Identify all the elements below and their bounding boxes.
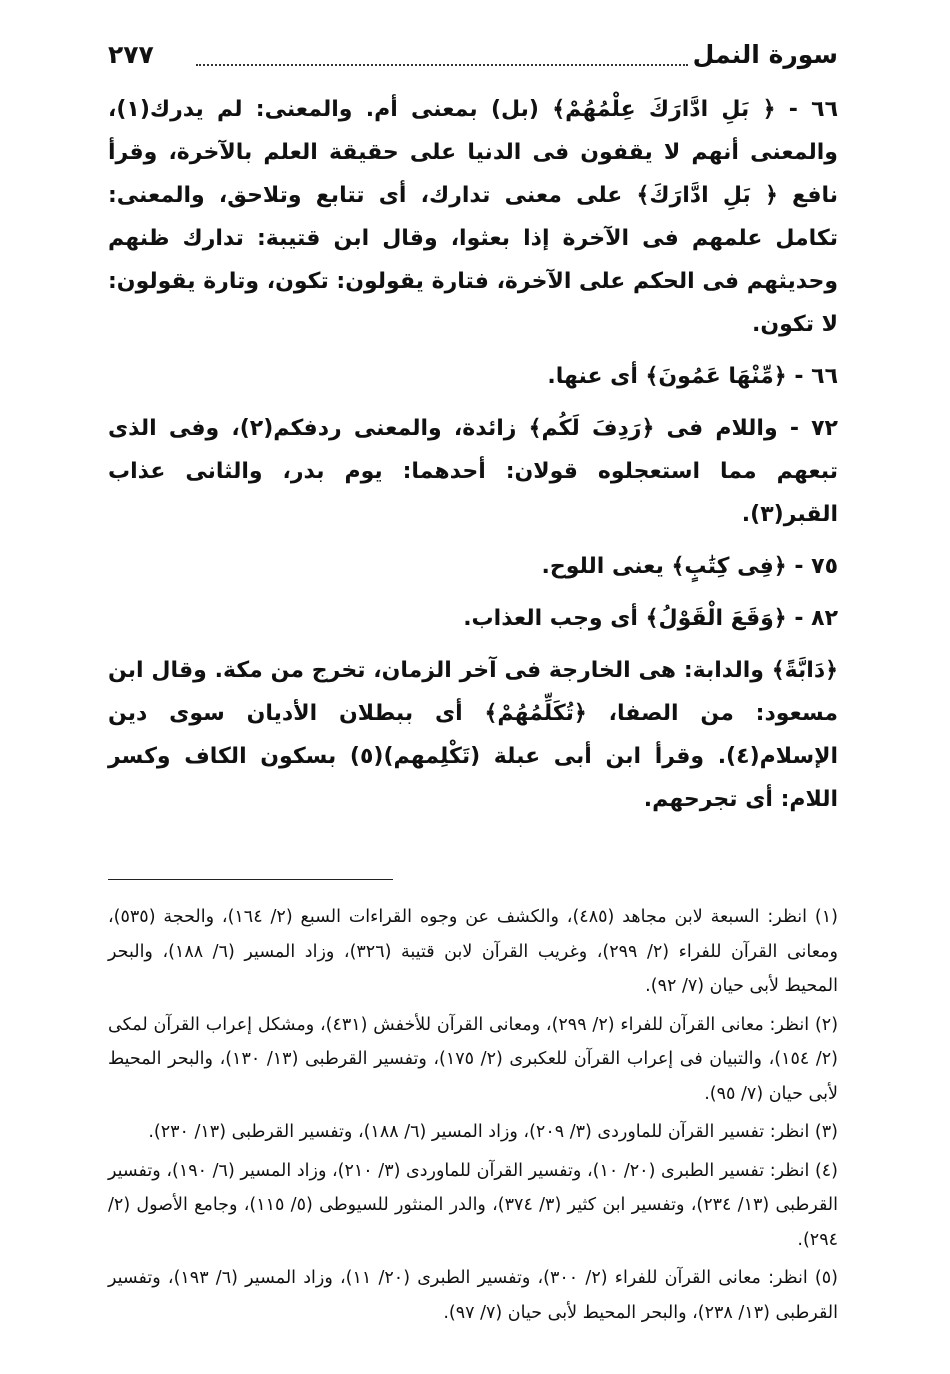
paragraph-verse-66a: ٦٦ - ﴿ بَلِ ادَّارَكَ عِلْمُهُمْ﴾ (بل) بمعنى أم. والمعنى: لم يدرك(١)، والمعنى أنهم لا يقفون فى الدنيا على حقيقة العلم بالآخرة، وقرأ نافع ﴿ بَلِ ادَّارَكَ﴾ على معنى تدارك، أى تتابع وتلاحق، والمعنى: تكامل علمهم فى الآخرة إذا بعثوا، وقال ابن قتيبة: تدارك ظنهم وحديثهم فى الحكم على الآخرة، فتارة يقولون: تكون، وتارة يقولون: لا تكون. [108,97,838,337]
surah-title: سورة النمل [692,40,838,69]
leader-dots [196,64,688,66]
paragraph-verse-66b: ٦٦ - ﴿مِّنْهَا عَمُونَ﴾ أى عنها. [547,364,838,389]
page-number: ٢٧٧ [108,40,154,69]
footnote-separator [108,879,393,880]
footnotes [108,900,838,1330]
footnote-4: (٤) انظر: تفسير الطبرى (٢٠/ ١٠)، وتفسير القرآن للماوردى (٣/ ٢١٠)، وزاد المسير (٦/ ١٩٠)، وتفسير القرطبى (١٣/ ٢٣٤)، وتفسير ابن كثير (٣/ ٣٧٤)، والدر المنثور للسيوطى (٥/ ١١٥)، وجامع الأصول (٢/ ٢٩٤). [108,1160,838,1250]
main-text [108,88,838,821]
paragraph-verse-72: ٧٢ - واللام فى ﴿رَدِفَ لَكُم﴾ زائدة، والمعنى ردفكم(٢)، وفى الذى تبعهم مما استعجلوه قولان: أحدهما: يوم بدر، والثانى عذاب القبر(٣). [108,416,838,527]
running-header [108,30,838,88]
footnote-5: (٥) انظر: معانى القرآن للفراء (٢/ ٣٠٠)، وتفسير الطبرى (٢٠/ ١١)، وزاد المسير (٦/ ١٩٣)، وتفسير القرطبى (١٣/ ٢٣٨)، والبحر المحيط لأبى حيان (٧/ ٩٧). [108,1268,838,1323]
book-page [108,30,838,1350]
paragraph-dabbah: ﴿دَابَّةً﴾ والدابة: هى الخارجة فى آخر الزمان، تخرج من مكة. وقال ابن مسعود: من الصفا، ﴿تُكَلِّمُهُمْ﴾ أى ببطلان الأديان سوى دين الإسلام(٤). وقرأ ابن أبى عبلة (تَكْلِمهم)(٥) بسكون الكاف وكسر اللام: أى تجرحهم. [108,658,839,812]
footnote-3: (٣) انظر: تفسير القرآن للماوردى (٣/ ٢٠٩)، وزاد المسير (٦/ ١٨٨)، وتفسير القرطبى (١٣/ ٢٣٠). [148,1122,838,1142]
footnote-1: (١) انظر: السبعة لابن مجاهد (٤٨٥)، والكشف عن وجوه القراءات السبع (٢/ ١٦٤)، والحجة (٥٣٥)، ومعانى القرآن للفراء (٢/ ٢٩٩)، وغريب القرآن لابن قتيبة (٣٢٦)، وزاد المسير (٦/ ١٨٨)، والبحر المحيط لأبى حيان (٧/ ٩٢). [108,907,839,996]
footnote-2: (٢) انظر: معانى القرآن للفراء (٢/ ٢٩٩)، ومعانى القرآن للأخفش (٤٣١)، ومشكل إعراب القرآن لمكى (٢/ ١٥٤)، والتبيان فى إعراب القرآن للعكبرى (٢/ ١٧٥)، وتفسير القرطبى (١٣/ ١٣٠)، والبحر المحيط لأبى حيان (٧/ ٩٥). [108,1014,839,1104]
paragraph-verse-82: ٨٢ - ﴿وَقَعَ الْقَوْلُ﴾ أى وجب العذاب. [463,606,838,631]
paragraph-verse-75: ٧٥ - ﴿فِى كِتَٰبٍ﴾ يعنى اللوح. [541,554,838,579]
